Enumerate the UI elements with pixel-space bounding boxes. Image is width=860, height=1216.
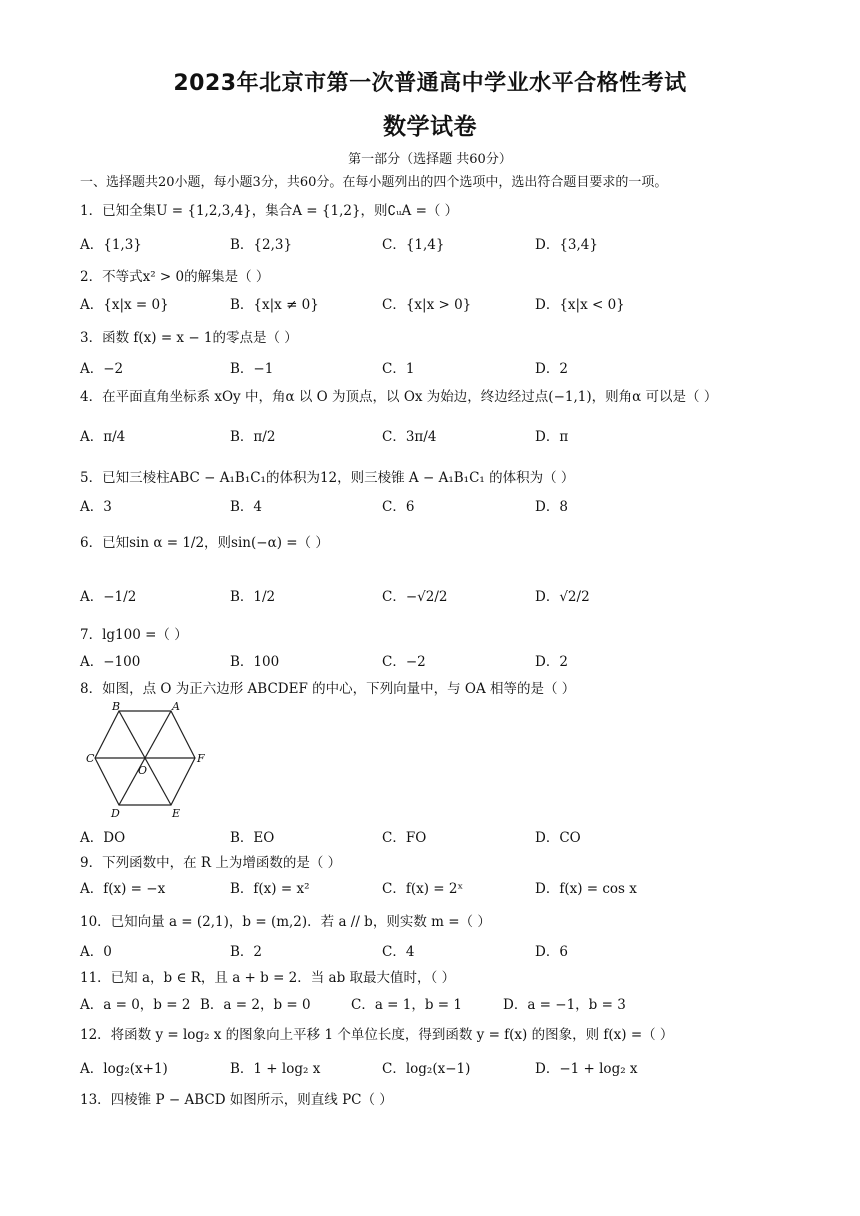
option-b[interactable]: B．f(x) = x² (230, 881, 310, 897)
center-label-o: O (138, 764, 148, 777)
option-b[interactable]: B．a = 2，b = 0 (200, 997, 311, 1013)
option-a[interactable]: A．{x|x = 0} (80, 297, 169, 313)
part-heading: 第一部分（选择题 共60分） (348, 152, 512, 167)
exam-title: 2023年北京市第一次普通高中学业水平合格性考试 (173, 71, 687, 96)
option-a[interactable]: A．f(x) = −x (80, 881, 166, 897)
option-d[interactable]: D．−1 + log₂ x (535, 1061, 638, 1077)
option-b[interactable]: B．−1 (230, 361, 274, 377)
question-8: 8．如图，点 O 为正六边形 ABCDEF 的中心，下列向量中，与 OA 相等的是（ ） (80, 681, 576, 697)
option-d[interactable]: D．a = −1，b = 3 (503, 997, 626, 1013)
question-10: 10．已知向量 a = (2,1)，b = (m,2)．若 a // b，则实数 m =（ ） (80, 914, 491, 930)
option-a[interactable]: A．{1,3} (80, 237, 142, 253)
question-13: 13．四棱锥 P − ABCD 如图所示，则直线 PC（ ） (80, 1092, 393, 1108)
option-c[interactable]: C．{1,4} (382, 237, 445, 253)
option-d[interactable]: D．{3,4} (535, 237, 598, 253)
option-d[interactable]: D．CO (535, 830, 581, 846)
option-c[interactable]: C．1 (382, 361, 415, 377)
option-a[interactable]: A．−2 (80, 361, 124, 377)
vertex-label-c: C (86, 752, 95, 765)
option-a[interactable]: A．0 (80, 944, 112, 960)
option-b[interactable]: B．π/2 (230, 429, 276, 445)
option-c[interactable]: C．6 (382, 499, 415, 515)
option-a[interactable]: A．log₂(x+1) (80, 1061, 168, 1077)
question-1: 1．已知全集U = {1,2,3,4}，集合A = {1,2}，则∁ᵤA =（ ） (80, 203, 459, 219)
vertex-label-d: D (111, 807, 120, 820)
option-b[interactable]: B．4 (230, 499, 263, 515)
option-b[interactable]: B．100 (230, 654, 280, 670)
question-3: 3．函数 f(x) = x − 1的零点是（ ） (80, 330, 298, 346)
question-4: 4．在平面直角坐标系 xOy 中，角α 以 O 为顶点，以 Ox 为始边，终边经过点(−1,1)，则角α 可以是（ ） (80, 389, 718, 405)
option-d[interactable]: D．{x|x < 0} (535, 297, 625, 313)
question-12: 12．将函数 y = log₂ x 的图象向上平移 1 个单位长度，得到函数 y = f(x) 的图象，则 f(x) =（ ） (80, 1027, 674, 1043)
question-11: 11．已知 a，b ∈ R，且 a + b = 2．当 ab 取最大值时，（ ） (80, 970, 456, 986)
option-a[interactable]: A．−1/2 (80, 589, 137, 605)
option-d[interactable]: D．2 (535, 361, 568, 377)
vertex-label-e: E (172, 807, 181, 820)
option-a[interactable]: A．DO (80, 830, 126, 846)
option-c[interactable]: C．−2 (382, 654, 426, 670)
option-a[interactable]: A．−100 (80, 654, 141, 670)
option-b[interactable]: B．1 + log₂ x (230, 1061, 321, 1077)
option-c[interactable]: C．{x|x > 0} (382, 297, 472, 313)
option-d[interactable]: D．2 (535, 654, 568, 670)
option-c[interactable]: C．a = 1，b = 1 (351, 997, 462, 1013)
option-a[interactable]: A．3 (80, 499, 112, 515)
question-9: 9．下列函数中，在 R 上为增函数的是（ ） (80, 855, 342, 871)
vertex-label-a: A (172, 700, 180, 713)
vertex-label-b: B (112, 700, 121, 713)
question-5: 5．已知三棱柱ABC − A₁B₁C₁的体积为12，则三棱锥 A − A₁B₁C₁ 的体积为（ ） (80, 470, 575, 486)
vertex-label-f: F (197, 752, 205, 765)
section-instructions: 一、选择题共20小题，每小题3分，共60分。在每小题列出的四个选项中，选出符合题目要求的一项。 (80, 175, 668, 190)
option-a[interactable]: A．a = 0，b = 2 (80, 997, 191, 1013)
question-7: 7．lg100 =（ ） (80, 627, 188, 643)
option-b[interactable]: B．EO (230, 830, 275, 846)
question-2: 2．不等式x² > 0的解集是（ ） (80, 269, 270, 285)
exam-subject: 数学试卷 (383, 114, 477, 140)
option-d[interactable]: D．8 (535, 499, 568, 515)
option-c[interactable]: C．log₂(x−1) (382, 1061, 471, 1077)
option-d[interactable]: D．π (535, 429, 569, 445)
option-d[interactable]: D．6 (535, 944, 568, 960)
option-b[interactable]: B．{x|x ≠ 0} (230, 297, 319, 313)
option-b[interactable]: B．1/2 (230, 589, 276, 605)
option-c[interactable]: C．3π/4 (382, 429, 437, 445)
option-c[interactable]: C．4 (382, 944, 415, 960)
option-c[interactable]: C．FO (382, 830, 427, 846)
option-a[interactable]: A．π/4 (80, 429, 126, 445)
question-6: 6．已知sin α = 1/2，则sin(−α) =（ ） (80, 535, 329, 551)
option-b[interactable]: B．{2,3} (230, 237, 293, 253)
option-c[interactable]: C．−√2/2 (382, 589, 448, 605)
option-b[interactable]: B．2 (230, 944, 263, 960)
hexagon-figure (86, 700, 206, 820)
option-c[interactable]: C．f(x) = 2ˣ (382, 881, 464, 897)
option-d[interactable]: D．f(x) = cos x (535, 881, 637, 897)
option-d[interactable]: D．√2/2 (535, 589, 590, 605)
